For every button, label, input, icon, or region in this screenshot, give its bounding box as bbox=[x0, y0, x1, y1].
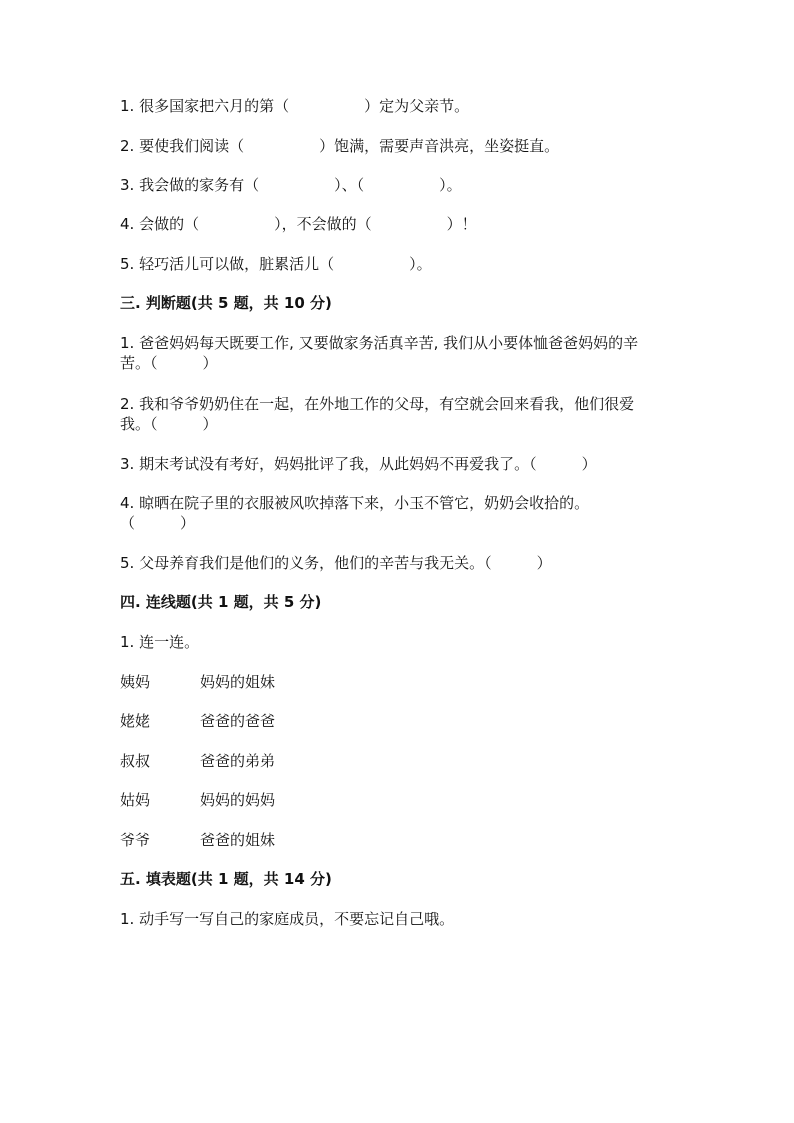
match-left-item: 姑妈 bbox=[120, 791, 151, 809]
judge-question-1-line-1: 1. 爸爸妈妈每天既要工作, 又要做家务活真辛苦, 我们从小要体恤爸爸妈妈的辛 bbox=[120, 334, 639, 352]
fill-question-2: 2. 要使我们阅读（ ）饱满，需要声音洪亮，坐姿挺直。 bbox=[120, 137, 560, 155]
judge-question-3: 3. 期末考试没有考好，妈妈批评了我，从此妈妈不再爱我了。（ ） bbox=[120, 455, 597, 473]
match-right-item: 妈妈的姐妹 bbox=[200, 673, 276, 691]
judge-question-5: 5. 父母养育我们是他们的义务，他们的辛苦与我无关。（ ） bbox=[120, 554, 552, 572]
judge-question-2-line-2: 我。（ ） bbox=[120, 415, 218, 433]
section-heading-match: 四. 连线题(共 1 题，共 5 分) bbox=[120, 593, 322, 611]
fill-question-5: 5. 轻巧活儿可以做，脏累活儿（ ）。 bbox=[120, 255, 432, 273]
match-left-item: 爷爷 bbox=[120, 831, 151, 849]
match-left-item: 姨妈 bbox=[120, 673, 151, 691]
fill-question-4: 4. 会做的（ ），不会做的（ ）！ bbox=[120, 215, 477, 233]
table-prompt: 1. 动手写一写自己的家庭成员，不要忘记自己哦。 bbox=[120, 910, 455, 928]
match-right-item: 爸爸的爸爸 bbox=[200, 712, 276, 730]
fill-question-1: 1. 很多国家把六月的第（ ）定为父亲节。 bbox=[120, 97, 470, 115]
judge-question-1-line-2: 苦。（ ） bbox=[120, 354, 218, 372]
match-right-item: 妈妈的妈妈 bbox=[200, 791, 276, 809]
judge-question-2-line-1: 2. 我和爷爷奶奶住在一起，在外地工作的父母，有空就会回来看我，他们很爱 bbox=[120, 395, 635, 413]
match-left-item: 叔叔 bbox=[120, 752, 151, 770]
section-heading-judge: 三. 判断题(共 5 题，共 10 分) bbox=[120, 294, 332, 312]
match-right-item: 爸爸的姐妹 bbox=[200, 831, 276, 849]
fill-question-3: 3. 我会做的家务有（ ）、（ ）。 bbox=[120, 176, 462, 194]
match-prompt: 1. 连一连。 bbox=[120, 633, 200, 651]
match-left-item: 姥姥 bbox=[120, 712, 151, 730]
judge-question-4-line-2: （ ） bbox=[120, 514, 196, 532]
match-right-item: 爸爸的弟弟 bbox=[200, 752, 276, 770]
judge-question-4-line-1: 4. 晾晒在院子里的衣服被风吹掉落下来，小玉不管它，奶奶会收拾的。 bbox=[120, 494, 590, 512]
section-heading-table: 五. 填表题(共 1 题，共 14 分) bbox=[120, 870, 332, 888]
